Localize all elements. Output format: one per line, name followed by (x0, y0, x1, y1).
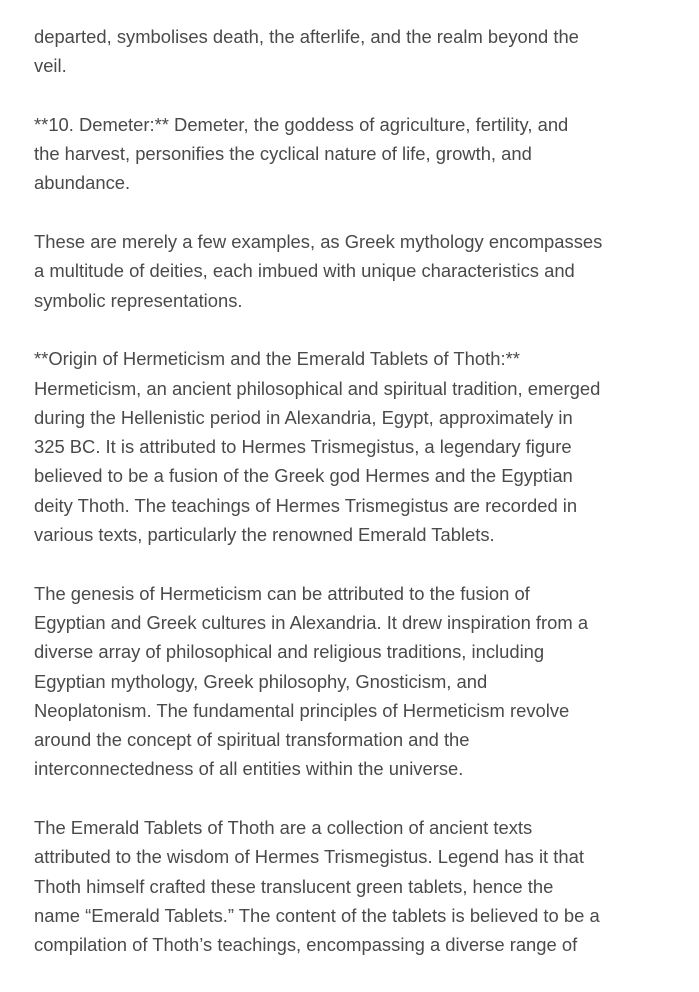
paragraph-hermeticism-origin: **Origin of Hermeticism and the Emerald Tablets of Thoth:** Hermeticism, an ancient philosophical and spiritual tradition, emerged during the Hellenistic period in Alexandria, Egypt, approximately in 325 BC. It is attributed to Hermes Trismegistus, a legendary figure believed to be a fusion of the Greek god Hermes and the Egyptian deity Thoth. The teachings of Hermes Trismegistus are recorded in various texts, particularly the renowned Emerald Tablets. (34, 348, 601, 546)
paragraph-examples-summary: These are merely a few examples, as Greek mythology encompasses a multitude of deities, each imbued with unique characteristics and symbolic representations. (34, 231, 603, 311)
paragraph-hades-ending: departed, symbolises death, the afterlife, and the realm beyond the veil. (34, 26, 579, 77)
paragraph-demeter: **10. Demeter:** Demeter, the goddess of agriculture, fertility, and the harvest, personifies the cyclical nature of life, growth, and abundance. (34, 113, 569, 194)
paragraph-hermeticism-genesis: The genesis of Hermeticism can be attributed to the fusion of Egyptian and Greek cultures in Alexandria. It drew inspiration from a diverse array of philosophical and religious traditions, including Egyptian mythology, Greek philosophy, Gnosticism, and Neoplatonism. The fundamental principles of Hermeticism revolve around the concept of spiritual transformation and the interconnectedness of all entities within the universe. (34, 582, 589, 780)
article-body (34, 22, 674, 989)
paragraph-emerald-tablets: The Emerald Tablets of Thoth are a collection of ancient texts attributed to the wisdom of Hermes Trismegistus. Legend has it that Thoth himself crafted these translucent green tablets, hence the name “Emerald Tablets.” The content of the tablets is believed to be a compilation of Thoth’s teachings, encompassing a diverse range of (34, 817, 600, 956)
